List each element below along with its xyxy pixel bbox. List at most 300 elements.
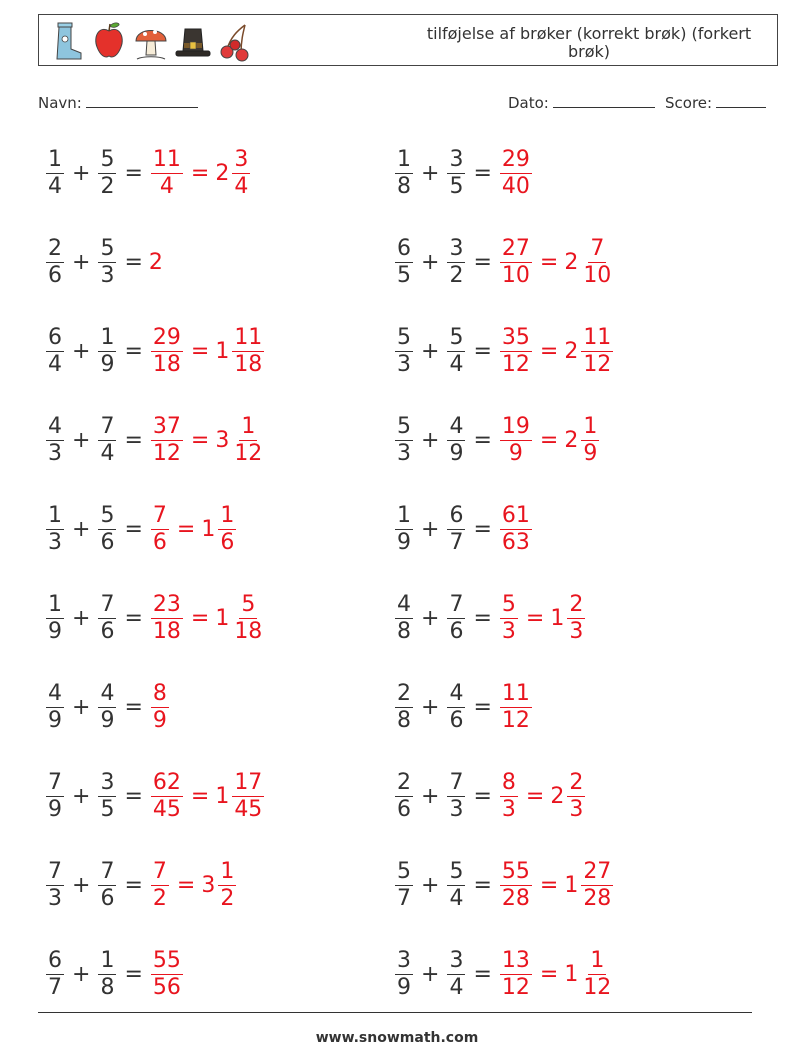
footer-divider xyxy=(38,1012,752,1013)
fraction xyxy=(98,147,116,200)
denominator: 4 xyxy=(449,885,464,911)
fraction xyxy=(447,948,465,1001)
denominator: 6 xyxy=(449,707,464,733)
numerator: 29 xyxy=(152,324,181,350)
numerator: 5 xyxy=(241,591,256,617)
denominator: 2 xyxy=(152,885,167,911)
denominator: 3 xyxy=(501,796,516,822)
numerator: 23 xyxy=(152,591,181,617)
numerator: 4 xyxy=(48,413,62,439)
mixed-fraction xyxy=(232,325,264,378)
mixed-fraction xyxy=(581,414,599,467)
apple-icon xyxy=(91,19,127,63)
answer-fraction xyxy=(151,414,183,467)
fraction xyxy=(46,948,64,1001)
equals-sign: = xyxy=(124,427,143,453)
mushroom-icon xyxy=(133,19,169,63)
denominator: 18 xyxy=(234,618,263,644)
score-field xyxy=(665,93,766,112)
mixed-whole: 2 xyxy=(564,249,579,275)
numerator: 27 xyxy=(583,858,612,884)
numerator: 5 xyxy=(397,413,411,439)
equals-sign: = xyxy=(124,605,143,631)
mixed-whole: 1 xyxy=(201,516,216,542)
denominator: 6 xyxy=(100,529,115,555)
numerator: 19 xyxy=(501,413,530,439)
numerator: 6 xyxy=(397,235,411,261)
numerator: 62 xyxy=(152,769,181,795)
numerator: 3 xyxy=(449,146,464,172)
denominator: 2 xyxy=(449,262,464,288)
denominator: 10 xyxy=(583,262,612,288)
numerator: 1 xyxy=(397,146,411,172)
answer-fraction xyxy=(151,681,169,734)
fraction xyxy=(447,147,465,200)
numerator: 17 xyxy=(234,769,263,795)
equals-sign: = xyxy=(473,694,492,720)
numerator: 1 xyxy=(583,413,598,439)
equals-sign: = xyxy=(525,783,545,809)
fraction xyxy=(395,948,413,1001)
name-field xyxy=(38,93,198,112)
numerator: 7 xyxy=(449,591,464,617)
mixed-fraction xyxy=(232,770,264,823)
numerator: 2 xyxy=(48,235,62,261)
fraction xyxy=(46,325,64,378)
denominator: 9 xyxy=(449,440,464,466)
plus-sign: + xyxy=(72,872,91,898)
numerator: 7 xyxy=(48,769,62,795)
fraction xyxy=(98,859,116,912)
mixed-whole: 2 xyxy=(564,338,579,364)
fraction xyxy=(447,770,465,823)
denominator: 4 xyxy=(159,173,174,199)
denominator: 3 xyxy=(449,796,464,822)
answer-fraction xyxy=(500,592,518,645)
equals-sign: = xyxy=(190,783,210,809)
numerator: 1 xyxy=(48,591,62,617)
answer-fraction xyxy=(151,147,183,200)
numerator: 1 xyxy=(241,413,256,439)
problem-item xyxy=(393,850,615,920)
equals-sign: = xyxy=(124,338,143,364)
plus-sign: + xyxy=(72,160,91,186)
denominator: 5 xyxy=(100,796,115,822)
numerator: 1 xyxy=(100,324,115,350)
numerator: 37 xyxy=(152,413,181,439)
denominator: 7 xyxy=(397,885,411,911)
fraction xyxy=(447,236,465,289)
fraction xyxy=(46,236,64,289)
fraction xyxy=(98,770,116,823)
denominator: 9 xyxy=(48,618,62,644)
plus-sign: + xyxy=(421,694,440,720)
denominator: 45 xyxy=(234,796,263,822)
answer-fraction xyxy=(500,414,532,467)
header-icons xyxy=(49,19,253,63)
denominator: 3 xyxy=(569,796,584,822)
fraction xyxy=(447,681,465,734)
problem-item xyxy=(44,138,252,208)
pilgrim-hat-icon xyxy=(175,19,211,63)
denominator: 4 xyxy=(449,974,464,1000)
problem-item xyxy=(393,761,587,831)
score-label: Score: xyxy=(665,94,713,112)
denominator: 3 xyxy=(397,440,411,466)
numerator: 1 xyxy=(48,146,62,172)
problem-item xyxy=(393,939,615,1009)
plus-sign: + xyxy=(72,427,91,453)
denominator: 18 xyxy=(234,351,263,377)
numerator: 29 xyxy=(501,146,530,172)
denominator: 9 xyxy=(508,440,523,466)
numerator: 2 xyxy=(569,591,584,617)
mixed-fraction xyxy=(567,770,585,823)
answer-fraction xyxy=(500,147,532,200)
worksheet-header xyxy=(38,14,778,66)
denominator: 4 xyxy=(449,351,464,377)
fraction xyxy=(447,325,465,378)
plus-sign: + xyxy=(72,961,91,987)
cherries-icon xyxy=(217,19,253,63)
answer-fraction xyxy=(500,325,532,378)
fraction xyxy=(395,859,413,912)
denominator: 6 xyxy=(100,885,115,911)
fraction xyxy=(98,236,116,289)
numerator: 5 xyxy=(100,235,115,261)
answer-fraction xyxy=(500,770,518,823)
fraction xyxy=(46,681,64,734)
mixed-fraction xyxy=(232,147,250,200)
problem-item xyxy=(44,939,185,1009)
numerator: 7 xyxy=(100,858,115,884)
denominator: 4 xyxy=(100,440,115,466)
denominator: 4 xyxy=(234,173,249,199)
equals-sign: = xyxy=(176,872,196,898)
equals-sign: = xyxy=(176,516,196,542)
mixed-fraction xyxy=(581,859,613,912)
denominator: 4 xyxy=(48,173,62,199)
fraction xyxy=(98,414,116,467)
fraction xyxy=(46,770,64,823)
equals-sign: = xyxy=(124,694,143,720)
fraction xyxy=(395,414,413,467)
denominator: 9 xyxy=(152,707,167,733)
numerator: 1 xyxy=(397,502,411,528)
plus-sign: + xyxy=(72,694,91,720)
equals-sign: = xyxy=(124,160,143,186)
denominator: 28 xyxy=(501,885,530,911)
equals-sign: = xyxy=(190,338,210,364)
denominator: 7 xyxy=(48,974,62,1000)
numerator: 7 xyxy=(100,413,115,439)
equals-sign: = xyxy=(473,249,492,275)
fraction xyxy=(395,592,413,645)
numerator: 55 xyxy=(152,947,181,973)
equals-sign: = xyxy=(124,249,143,275)
numerator: 1 xyxy=(220,502,235,528)
numerator: 4 xyxy=(449,680,464,706)
mixed-fraction xyxy=(232,592,264,645)
fraction xyxy=(98,325,116,378)
denominator: 18 xyxy=(152,618,181,644)
fraction xyxy=(46,859,64,912)
answer-fraction xyxy=(151,770,183,823)
numerator: 8 xyxy=(152,680,167,706)
fraction xyxy=(395,325,413,378)
equals-sign: = xyxy=(539,338,559,364)
numerator: 7 xyxy=(449,769,464,795)
denominator: 12 xyxy=(583,351,612,377)
denominator: 12 xyxy=(234,440,263,466)
denominator: 7 xyxy=(449,529,464,555)
plus-sign: + xyxy=(72,516,91,542)
equals-sign: = xyxy=(539,249,559,275)
problem-item xyxy=(44,227,163,297)
numerator: 11 xyxy=(501,680,530,706)
denominator: 18 xyxy=(152,351,181,377)
problem-item xyxy=(44,850,238,920)
numerator: 55 xyxy=(501,858,530,884)
plus-sign: + xyxy=(72,783,91,809)
numerator: 7 xyxy=(48,858,62,884)
plus-sign: + xyxy=(421,427,440,453)
mixed-fraction xyxy=(567,592,585,645)
numerator: 27 xyxy=(501,235,530,261)
problem-item xyxy=(393,227,615,297)
denominator: 45 xyxy=(152,796,181,822)
score-blank xyxy=(716,93,766,108)
fraction xyxy=(46,414,64,467)
mixed-whole: 3 xyxy=(215,427,230,453)
equals-sign: = xyxy=(473,160,492,186)
equals-sign: = xyxy=(124,872,143,898)
mixed-fraction xyxy=(218,503,236,556)
numerator: 5 xyxy=(397,324,411,350)
plus-sign: + xyxy=(421,516,440,542)
problem-item xyxy=(44,761,266,831)
name-label: Navn: xyxy=(38,94,82,112)
fraction xyxy=(395,147,413,200)
denominator: 12 xyxy=(583,974,612,1000)
denominator: 8 xyxy=(100,974,115,1000)
date-blank xyxy=(553,93,655,108)
numerator: 1 xyxy=(48,502,62,528)
equals-sign: = xyxy=(124,516,143,542)
denominator: 5 xyxy=(397,262,411,288)
mixed-whole: 1 xyxy=(564,961,579,987)
numerator: 4 xyxy=(100,680,115,706)
denominator: 56 xyxy=(152,974,181,1000)
mixed-whole: 2 xyxy=(215,160,230,186)
equals-sign: = xyxy=(473,516,492,542)
plus-sign: + xyxy=(421,872,440,898)
equals-sign: = xyxy=(473,605,492,631)
denominator: 3 xyxy=(48,529,62,555)
answer-fraction xyxy=(151,592,183,645)
problem-item xyxy=(393,405,601,475)
numerator: 3 xyxy=(397,947,411,973)
mixed-whole: 3 xyxy=(201,872,216,898)
numerator: 7 xyxy=(590,235,605,261)
date-label: Dato: xyxy=(508,94,549,112)
fraction xyxy=(447,414,465,467)
problem-item xyxy=(44,494,238,564)
numerator: 1 xyxy=(220,858,235,884)
plus-sign: + xyxy=(421,783,440,809)
fraction xyxy=(447,503,465,556)
denominator: 6 xyxy=(100,618,115,644)
worksheet-title: tilføjelse af brøker (korrekt brøk) (forkert brøk) xyxy=(426,24,752,61)
numerator: 4 xyxy=(397,591,411,617)
numerator: 3 xyxy=(234,146,249,172)
mixed-whole: 1 xyxy=(215,605,230,631)
numerator: 5 xyxy=(100,146,115,172)
numerator: 61 xyxy=(501,502,530,528)
numerator: 5 xyxy=(449,324,464,350)
denominator: 8 xyxy=(397,173,411,199)
plus-sign: + xyxy=(421,249,440,275)
equals-sign: = xyxy=(525,605,545,631)
denominator: 63 xyxy=(501,529,530,555)
mixed-whole: 1 xyxy=(564,872,579,898)
fraction xyxy=(447,859,465,912)
mixed-whole: 1 xyxy=(550,605,565,631)
numerator: 1 xyxy=(100,947,115,973)
numerator: 7 xyxy=(100,591,115,617)
name-blank xyxy=(86,93,198,108)
fraction xyxy=(98,681,116,734)
numerator: 11 xyxy=(152,146,181,172)
denominator: 9 xyxy=(100,707,115,733)
numerator: 6 xyxy=(449,502,464,528)
numerator: 7 xyxy=(152,858,167,884)
problem-item xyxy=(44,672,171,742)
fraction xyxy=(98,948,116,1001)
plus-sign: + xyxy=(72,338,91,364)
mixed-whole: 2 xyxy=(550,783,565,809)
denominator: 6 xyxy=(220,529,235,555)
fraction xyxy=(395,236,413,289)
plus-sign: + xyxy=(421,605,440,631)
numerator: 4 xyxy=(48,680,62,706)
equals-sign: = xyxy=(124,961,143,987)
numerator: 2 xyxy=(569,769,584,795)
problem-item xyxy=(44,405,266,475)
numerator: 6 xyxy=(48,947,62,973)
denominator: 12 xyxy=(501,707,530,733)
mixed-whole: 1 xyxy=(215,783,230,809)
numerator: 5 xyxy=(501,591,516,617)
answer-fraction xyxy=(500,859,532,912)
equals-sign: = xyxy=(190,427,210,453)
denominator: 3 xyxy=(48,885,62,911)
denominator: 9 xyxy=(48,707,62,733)
plus-sign: + xyxy=(72,605,91,631)
numerator: 3 xyxy=(449,235,464,261)
numerator: 4 xyxy=(449,413,464,439)
date-field xyxy=(508,93,655,112)
denominator: 28 xyxy=(583,885,612,911)
equals-sign: = xyxy=(473,961,492,987)
denominator: 2 xyxy=(220,885,235,911)
numerator: 2 xyxy=(397,680,411,706)
plus-sign: + xyxy=(421,961,440,987)
mixed-whole: 2 xyxy=(564,427,579,453)
denominator: 3 xyxy=(100,262,115,288)
numerator: 11 xyxy=(234,324,263,350)
problem-item xyxy=(393,672,534,742)
denominator: 6 xyxy=(397,796,411,822)
mixed-fraction xyxy=(581,948,613,1001)
denominator: 2 xyxy=(100,173,115,199)
numerator: 6 xyxy=(48,324,62,350)
footer-url: www.snowmath.com xyxy=(315,1030,479,1046)
numerator: 1 xyxy=(590,947,605,973)
fraction xyxy=(98,503,116,556)
numerator: 11 xyxy=(583,324,612,350)
numerator: 8 xyxy=(501,769,516,795)
mixed-fraction xyxy=(232,414,264,467)
mixed-fraction xyxy=(581,325,613,378)
denominator: 6 xyxy=(152,529,167,555)
equals-sign: = xyxy=(539,872,559,898)
mixed-fraction xyxy=(581,236,613,289)
answer-fraction xyxy=(151,503,169,556)
answer-fraction xyxy=(500,503,532,556)
fraction xyxy=(395,770,413,823)
answer-whole: 2 xyxy=(148,249,163,275)
denominator: 40 xyxy=(501,173,530,199)
denominator: 8 xyxy=(397,707,411,733)
denominator: 8 xyxy=(397,618,411,644)
denominator: 6 xyxy=(48,262,62,288)
numerator: 2 xyxy=(397,769,411,795)
denominator: 9 xyxy=(48,796,62,822)
denominator: 12 xyxy=(501,974,530,1000)
numerator: 3 xyxy=(449,947,464,973)
numerator: 3 xyxy=(100,769,115,795)
answer-fraction xyxy=(151,948,183,1001)
problem-item xyxy=(44,316,266,386)
equals-sign: = xyxy=(539,961,559,987)
denominator: 9 xyxy=(397,974,411,1000)
fraction xyxy=(46,147,64,200)
answer-fraction xyxy=(151,859,169,912)
numerator: 7 xyxy=(152,502,167,528)
denominator: 9 xyxy=(100,351,115,377)
plus-sign: + xyxy=(72,249,91,275)
problem-item xyxy=(44,583,266,653)
fraction xyxy=(395,681,413,734)
equals-sign: = xyxy=(473,427,492,453)
numerator: 5 xyxy=(397,858,411,884)
equals-sign: = xyxy=(190,605,210,631)
answer-fraction xyxy=(500,681,532,734)
denominator: 9 xyxy=(583,440,598,466)
denominator: 3 xyxy=(569,618,584,644)
fraction xyxy=(46,503,64,556)
fraction xyxy=(98,592,116,645)
answer-fraction xyxy=(151,325,183,378)
plus-sign: + xyxy=(421,160,440,186)
problem-item xyxy=(393,583,587,653)
answer-fraction xyxy=(500,236,532,289)
fraction xyxy=(395,503,413,556)
denominator: 9 xyxy=(397,529,411,555)
problem-item xyxy=(393,138,534,208)
fraction xyxy=(46,592,64,645)
